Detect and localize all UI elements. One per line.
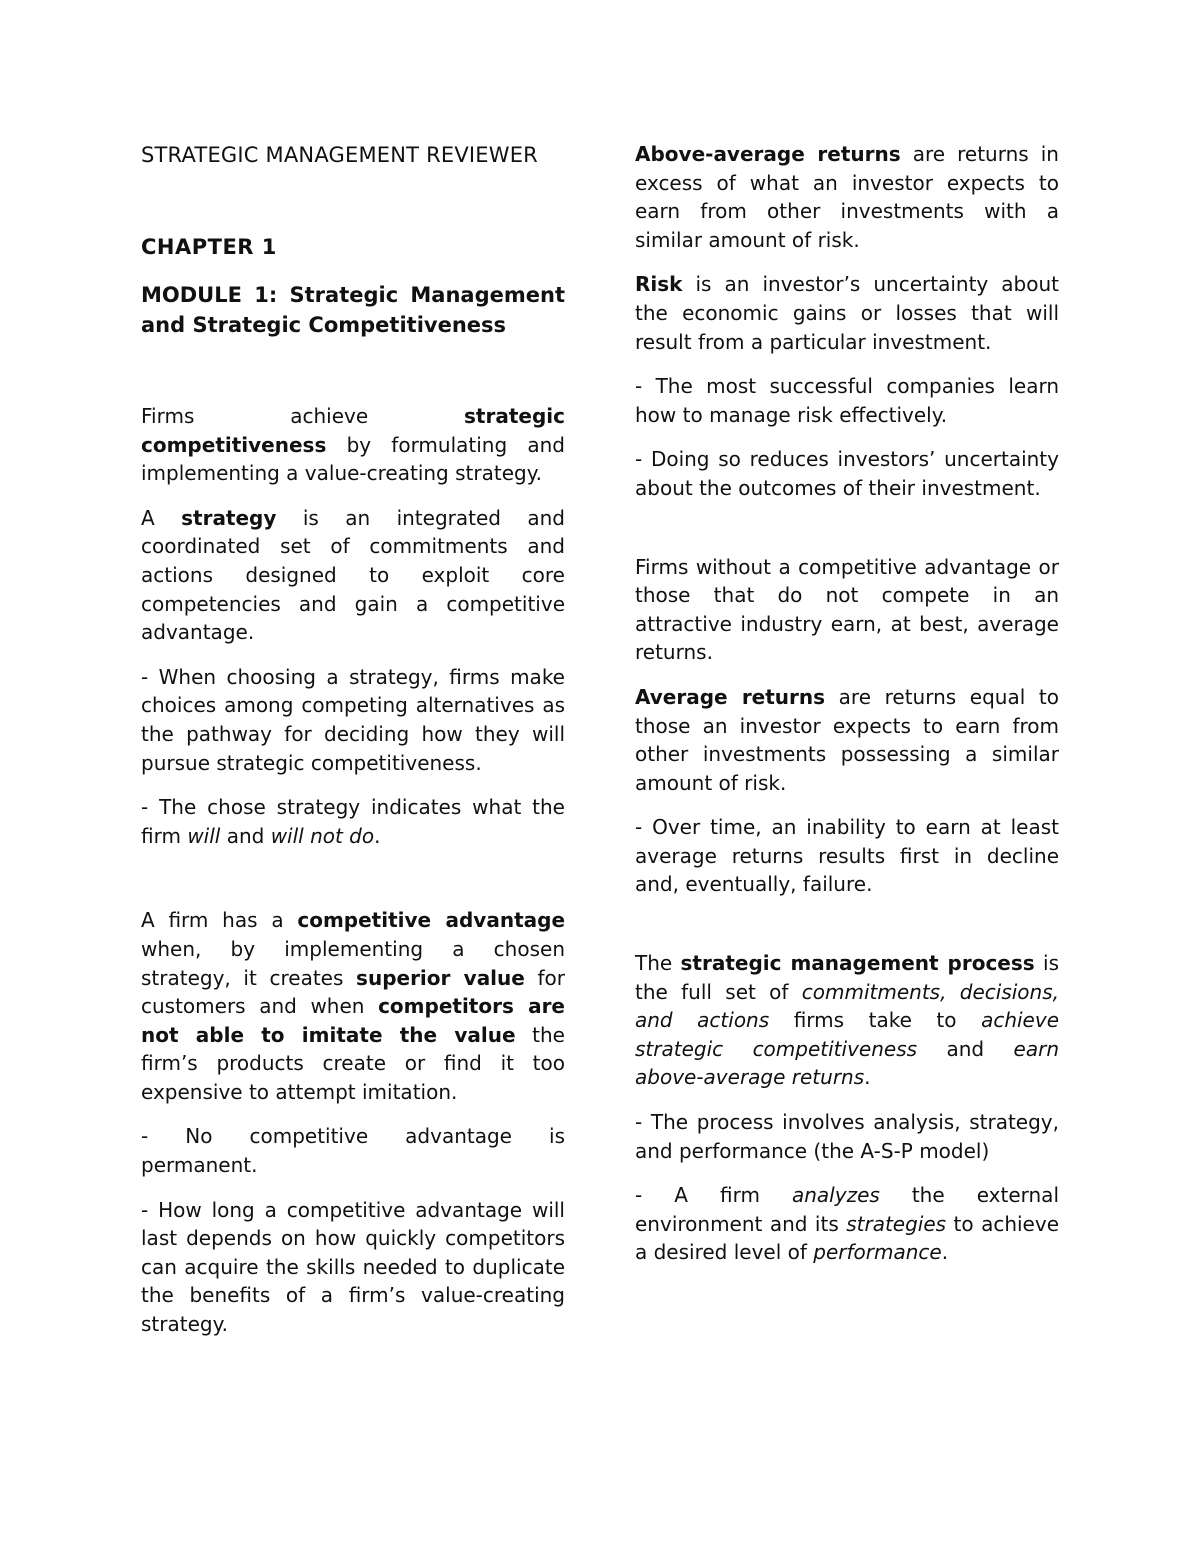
paragraph-above-average-returns bbox=[635, 140, 1059, 254]
text-run: is an integrated and coordinated set of commitments and actions designed to exploit core competencies and gain a competitive advantage. bbox=[141, 505, 566, 645]
paragraph-over-time: - Over time, an inability to earn at least average returns results first in decline and, eventually, failure. bbox=[635, 815, 1059, 897]
paragraph-manage-risk: - The most successful companies learn how to manage risk effectively. bbox=[635, 374, 1059, 427]
text-run: A firm has a bbox=[141, 908, 298, 933]
italic-term: will bbox=[187, 823, 221, 848]
text-run: firms take to bbox=[769, 1008, 982, 1033]
text-run: and bbox=[220, 823, 271, 848]
text-run: when, by implementing a chosen strategy, it creates bbox=[141, 936, 565, 990]
bold-term: Risk bbox=[635, 272, 683, 297]
paragraph-chosen-strategy bbox=[141, 793, 565, 850]
italic-term: commitments, decisions, and actions bbox=[635, 979, 1059, 1033]
text-run: - The chose strategy indicates what the firm bbox=[141, 795, 565, 848]
text-run: is an investor’s uncertainty about the economic gains or losses that will result from a particular investment. bbox=[635, 272, 1059, 354]
bold-term: superior value bbox=[356, 965, 525, 990]
paragraph-reduces-uncertainty: - Doing so reduces investors’ uncertainty about the outcomes of their investment. bbox=[635, 447, 1059, 500]
paragraph-strategic-competitiveness bbox=[141, 402, 565, 488]
bold-term: strategy bbox=[181, 505, 277, 530]
italic-term: achieve strategic competitiveness bbox=[635, 1008, 1059, 1061]
module-heading: MODULE 1: Strategic Management and Strategic Competitiveness bbox=[141, 283, 565, 337]
paragraph-competitive-advantage bbox=[141, 906, 565, 1106]
text-run: to achieve a desired level of bbox=[635, 1211, 1060, 1265]
bold-term: Above-average returns bbox=[635, 142, 901, 166]
text-run: . bbox=[374, 823, 381, 848]
bold-term: Average returns bbox=[635, 684, 826, 709]
italic-term: earn above-average returns bbox=[635, 1036, 1060, 1090]
text-run: by formulating and implementing a value-creating strategy. bbox=[141, 432, 565, 486]
left-column bbox=[141, 140, 565, 1355]
bold-term: competitors are not able to imitate the value bbox=[141, 994, 565, 1047]
italic-term: will not do bbox=[270, 823, 375, 848]
text-run: and bbox=[917, 1036, 1014, 1061]
italic-term: performance bbox=[813, 1240, 942, 1265]
italic-term: strategies bbox=[846, 1211, 947, 1236]
text-run: are returns equal to those an investor expects to earn from other investments possessing a similar amount of risk. bbox=[635, 684, 1059, 795]
chapter-heading: CHAPTER 1 bbox=[141, 235, 277, 259]
text-run: is the full set of bbox=[635, 951, 1059, 1004]
text-run: - A firm bbox=[635, 1183, 792, 1208]
bold-term: competitive advantage bbox=[297, 908, 566, 933]
text-run: Firms achieve bbox=[141, 404, 465, 428]
text-run: for customers and when bbox=[141, 965, 565, 1019]
paragraph-strategic-management-process bbox=[635, 949, 1059, 1092]
paragraph-average-returns bbox=[635, 683, 1059, 797]
text-run: A bbox=[141, 505, 182, 530]
paragraph-risk bbox=[635, 270, 1059, 356]
paragraph-not-permanent: - No competitive advantage is permanent. bbox=[141, 1124, 565, 1178]
text-run: the firm’s products create or find it too expensive to attempt imitation. bbox=[141, 1022, 565, 1104]
text-run: . bbox=[864, 1065, 871, 1090]
text-run: The bbox=[635, 951, 681, 976]
text-run: . bbox=[941, 1240, 949, 1265]
paragraph-how-long: - How long a competitive advantage will last depends on how quickly competitors can acquire the skills needed to duplicate the benefits of a firm’s value-creating strategy. bbox=[141, 1197, 565, 1337]
italic-term: analyzes bbox=[791, 1183, 880, 1208]
paragraph-strategy-definition bbox=[141, 504, 565, 647]
right-column bbox=[635, 140, 1059, 1283]
paragraph-firm-analyzes bbox=[635, 1181, 1059, 1267]
paragraph-asp-model: - The process involves analysis, strategy, and performance (the A-S-P model) bbox=[635, 1110, 1059, 1163]
bold-term: strategic management process bbox=[680, 951, 1035, 976]
paragraph-choosing-strategy: - When choosing a strategy, firms make choices among competing alternatives as the pathway for deciding how they will pursue strategic competitiveness. bbox=[141, 664, 565, 775]
bold-term: strategic competitiveness bbox=[141, 404, 565, 457]
text-run: are returns in excess of what an investor expects to earn from other investments with a similar amount of risk. bbox=[635, 142, 1059, 252]
document-title: STRATEGIC MANAGEMENT REVIEWER bbox=[141, 143, 538, 167]
paragraph-firms-without-advantage: Firms without a competitive advantage or those that do not compete in an attractive industry earn, at best, average returns. bbox=[635, 554, 1059, 665]
text-run: the external environment and its bbox=[635, 1183, 1059, 1236]
